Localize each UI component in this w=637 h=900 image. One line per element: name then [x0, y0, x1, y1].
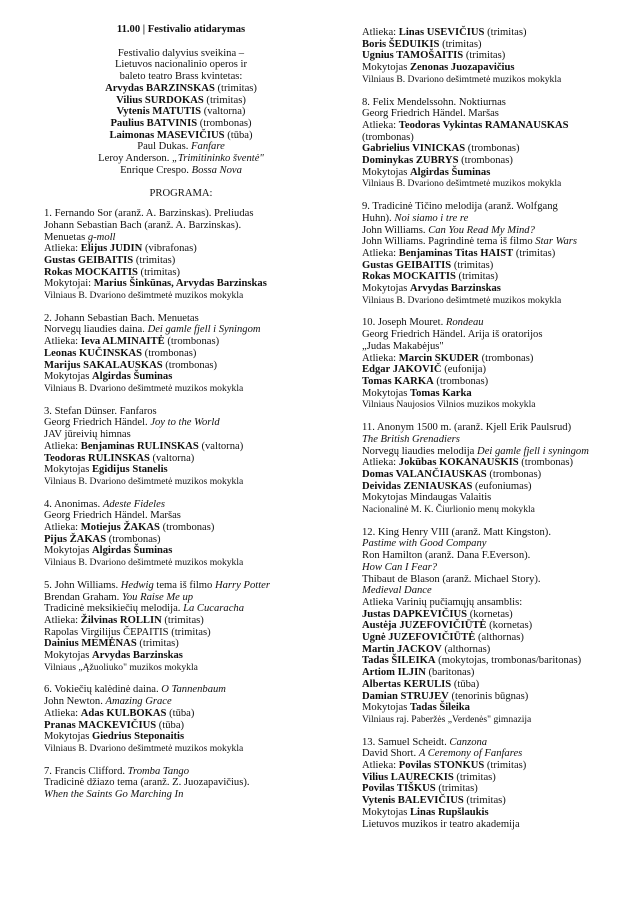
- program-item-4: 4. Anonimas. Adeste Fideles Georg Friedrich Händel. Maršas Atlieka: Motiejus ŽAKAS (trombonas) Pijus ŽAKAS (trombonas) Mokytojas Algirdas Šuminas Vilniaus B. Dvariono dešimtmetė muzikos mokykla: [44, 498, 244, 569]
- program-item-9: 9. Tradicinė Tičino melodija (aranž. Wolfgang Huhn). Noi siamo i tre re John Williams. Can You Read My Mind? John Williams. Pagrindinė tema iš filmo Star Wars Atlieka: Benjaminas Titas HAIST (trimitas) Gustas GEIBAITIS (trimitas) Rokas MOCKAITIS (trimitas) Mokytojas Arvydas Barzinskas Vilniaus B. Dvariono dešimtmetė muzikos mokykla: [362, 201, 577, 306]
- opening-block: [44, 24, 318, 200]
- opening-intro-1: Festivalio dalyvius sveikina –: [117, 47, 245, 59]
- program-item-13: 13. Samuel Scheidt. Canzona David Short. A Ceremony of Fanfares Atlieka: Povilas STONKUS (trimitas) Vilius LAURECKIS (trimitas) Povilas TIŠKUS (trimitas) Vytenis BALEVIČIUS (trimitas) Mokytojas Linas Rupšlaukis Lietuvos muzikos ir teatro akademija: [362, 736, 527, 830]
- performer-name: Laimonas MASEVIČIUS (tūba): [109, 129, 253, 141]
- program-item-10: 10. Joseph Mouret. Rondeau Georg Friedrich Händel. Arija iš oratorijos „Judas Makabėjus" Atlieka: Marcin SKUDER (trombonas) Edgar JAKOVIČ (eufonija) Tomas KARKA (trombonas) Mokytojas Tomas Karka Vilniaus Naujosios Vilnios muzikos mokykla: [362, 317, 543, 411]
- program-heading: PROGRAMA:: [149, 188, 213, 200]
- opening-title: 11.00 | Festivalio atidarymas: [116, 24, 246, 35]
- program-item-2: 2. Johann Sebastian Bach. Menuetas Norvegų liaudies daina. Dei gamle fjell i Syningom Atlieka: Ieva ALMINAITĖ (trombonas) Leonas KUČINSKAS (trombonas) Marijus SAKALAUSKAS (trombonas) Mokytojas Algirdas Šuminas Vilniaus B. Dvariono dešimtmetė muzikos mokykla: [44, 312, 261, 394]
- program-item-3: 3. Stefan Dünser. Fanfaros Georg Friedrich Händel. Joy to the World JAV jūreivių himnas Atlieka: Benjaminas RULINSKAS (valtorna) Teodoras RULINSKAS (valtorna) Mokytojas Egidijus Stanelis Vilniaus B. Dvariono dešimtmetė muzikos mokykla: [44, 405, 244, 487]
- opening-intro-3: baleto teatro Brass kvintetas:: [119, 71, 243, 83]
- program-item-8: 8. Felix Mendelssohn. Noktiurnas Georg Friedrich Händel. Maršas Atlieka: Teodoras Vykintas RAMANAUSKAS (trombonas) Gabrielius VINICKAS (trombonas) Dominykas ZUBRYS (trombonas) Mokytojas Algirdas Šuminas Vilniaus B. Dvariono dešimtmetė muzikos mokykla: [362, 96, 569, 190]
- performer-name: Arvydas BARZINSKAS (trimitas): [105, 82, 257, 94]
- opening-work: Enrique Crespo. Bossa Nova: [120, 164, 242, 176]
- program-item-7: 7. Francis Clifford. Tromba Tango Tradicinė džiazo tema (aranž. Z. Juozapavičius). When the Saints Go Marching In: [44, 765, 250, 801]
- program-item-12: 12. King Henry VIII (aranž. Matt Kingston). Pastime with Good Company Ron Hamilton (aranž. Dana F.Everson). How Can I Fear? Thibaut de Blason (aranž. Michael Story). Medieval Dance Atlieka Varinių pučiamųjų ansamblis: Justas DAPKEVIČIUS (kornetas) Austėja JUZEFOVIČIŪTĖ (kornetas) Ugnė JUZEFOVIČIŪTĖ (althornas) Martin JACKOV (althornas) Tadas ŠILEIKA (mokytojas, trombonas/baritonas) Artiom ILJIN (baritonas) Albertas KERULIS (tūba) Damian STRUJEV (tenorinis būgnas) Mokytojas Tadas Šileika Vilniaus raj. Paberžės „Verdenės" gimnazija: [362, 526, 582, 725]
- program-item-6: 6. Vokiečių kalėdinė daina. O Tannenbaum John Newton. Amazing Grace Atlieka: Adas KULBOKAS (tūba) Pranas MACKEVIČIUS (tūba) Mokytojas Giedrius Steponaitis Vilniaus B. Dvariono dešimtmetė muzikos mokykla: [44, 684, 244, 754]
- left-column: [44, 24, 318, 812]
- opening-work: Paul Dukas. Fanfare: [137, 141, 225, 153]
- opening-intro-2: Lietuvos nacionalinio operos ir: [114, 59, 248, 71]
- program-item-5: 5. John Williams. Hedwig tema iš filmo Harry Potter Brendan Graham. You Raise Me up Tradicinė meksikiečių melodija. La Cucaracha Atlieka: Žilvinas ROLLIN (trimitas) Rapolas Virgilijus ČEPAITIS (trimitas) Dainius MEMĖNAS (trimitas) Mokytojas Arvydas Barzinskas Vilniaus „Ąžuoliuko" muzikos mokykla: [44, 579, 270, 673]
- performer-name: Vilius SURDOKAS (trimitas): [116, 94, 246, 106]
- program-item-1: 1. Fernando Sor (aranž. A. Barzinskas). Preliudas Johann Sebastian Bach (aranž. A. Barzinskas). Menuetas g-moll Atlieka: Elijus JUDIN (vibrafonas) Gustas GEIBAITIS (trimitas) Rokas MOCKAITIS (trimitas) Mokytojai: Marius Šinkūnas, Arvydas Barzinskas Vilniaus B. Dvariono dešimtmetė muzikos mokykla: [44, 208, 267, 302]
- right-column: [362, 27, 636, 841]
- program-item-11: 11. Anonym 1500 m. (aranž. Kjell Erik Paulsrud) The British Grenadiers Norvegų liaudies melodija Dei gamle fjell i syningom Atlieka: Jokūbas KOKANAUSKIS (trombonas) Domas VALANČIAUSKAS (trombonas) Deividas ZENIAUSKAS (eufoniumas) Mokytojas Mindaugas Valaitis Nacionalinė M. K. Čiurlionio menų mokykla: [362, 422, 589, 516]
- performer-name: Vytenis MATUTIS (valtorna): [116, 106, 246, 118]
- performer-name: Paulius BATVINIS (trombonas): [110, 117, 252, 129]
- opening-work: Leroy Anderson. „Trimitininko šventė": [98, 153, 264, 165]
- program-item-7-continued: Atlieka: Linas USEVIČIUS (trimitas) Boris ŠEDUIKIS (trimitas) Ugnius TAMOŠAITIS (trimitas) Mokytojas Zenonas Juozapavičius Vilniaus B. Dvariono dešimtmetė muzikos mokykla: [362, 27, 562, 85]
